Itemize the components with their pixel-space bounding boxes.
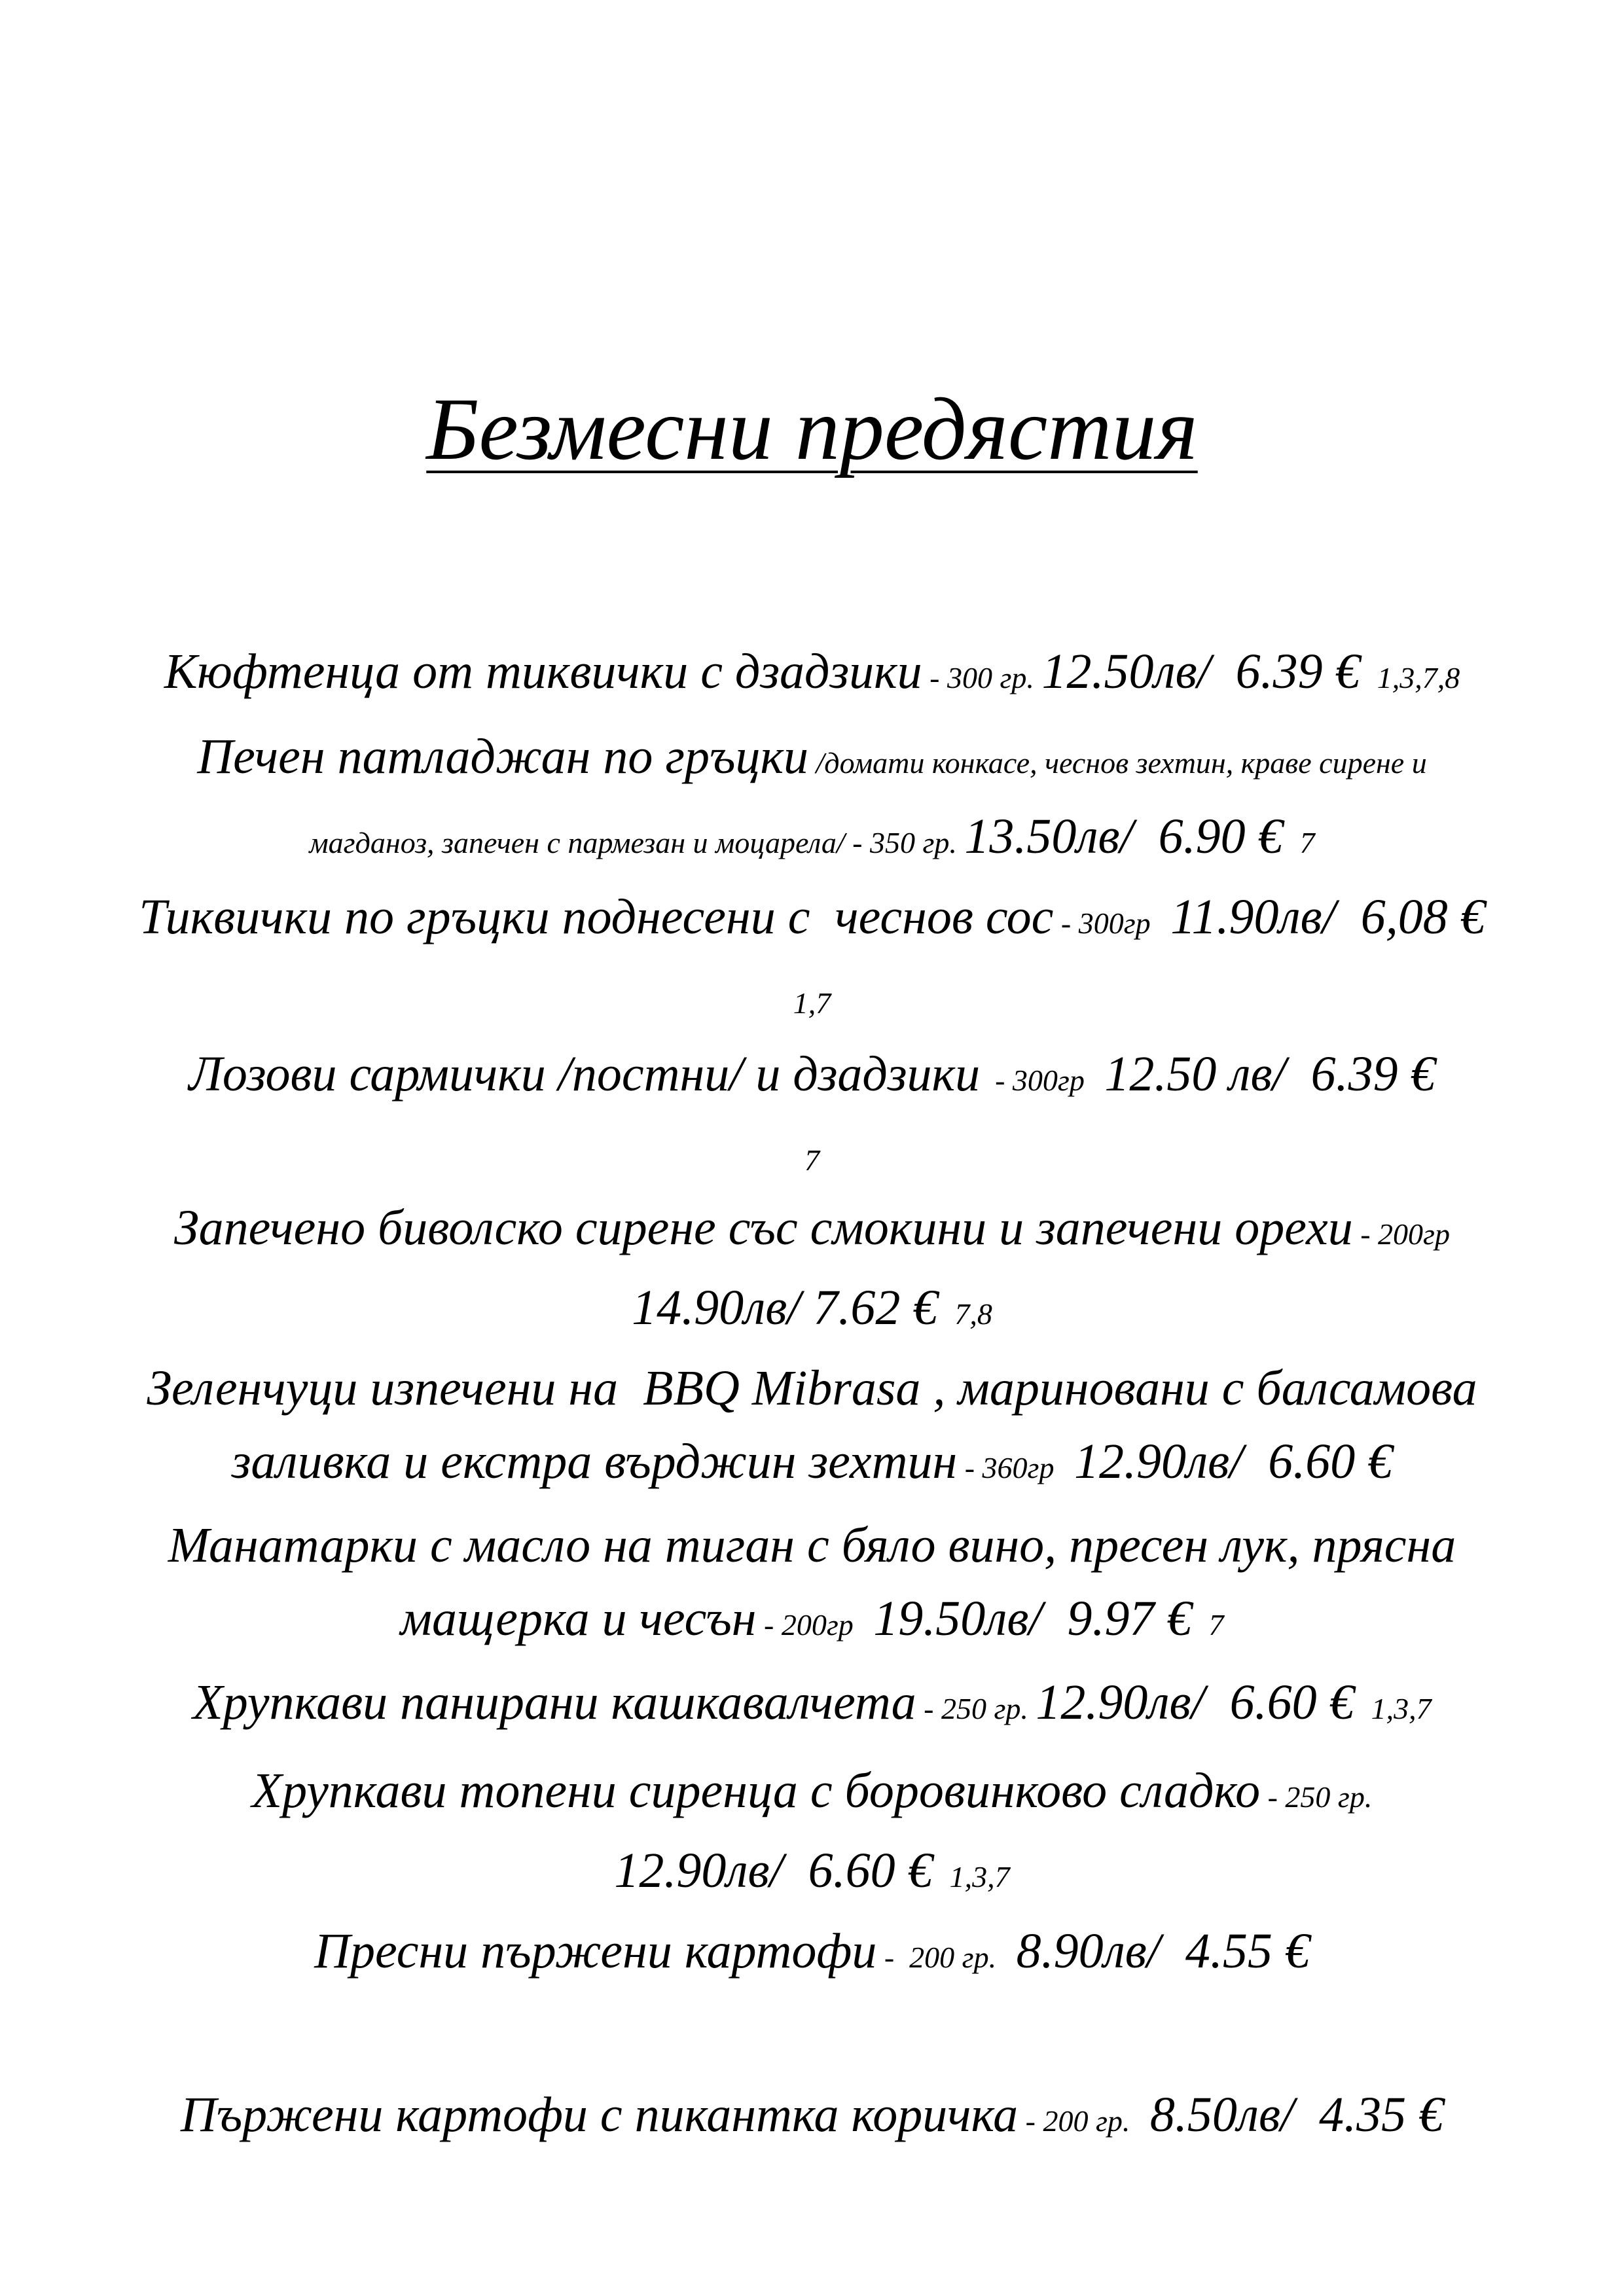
- menu-item-line: [52, 1117, 1572, 1197]
- page-title: Безмесни предястия: [426, 380, 1198, 478]
- menu-item-line: [52, 1914, 1572, 1994]
- item-price: 14.90лв/ 7.62 €: [632, 1280, 938, 1335]
- item-allergens: 7: [1208, 1608, 1224, 1641]
- item-price: 19.50лв/ 9.97 €: [861, 1591, 1192, 1646]
- item-price: 12.50лв/ 6.39 €: [1041, 644, 1360, 699]
- item-price: 12.90лв/ 6.60 €: [1036, 1675, 1354, 1730]
- item-allergens: 7,8: [954, 1297, 992, 1331]
- menu-item-line: [52, 635, 1572, 715]
- item-allergens: 7: [1299, 826, 1315, 859]
- item-price: 13.50лв/ 6.90 €: [964, 809, 1283, 864]
- item-name: Запечено биволско сирене със смокини и запечени орехи: [174, 1200, 1353, 1255]
- item-price: 8.90лв/ 4.55 €: [1003, 1924, 1310, 1979]
- item-description: магданоз, запечен с пармезан и моцарела/: [309, 826, 845, 859]
- menu-item-line: [52, 800, 1572, 880]
- menu-item: [52, 1037, 1572, 1197]
- menu-item-line: [52, 1271, 1572, 1351]
- menu-item-line: [52, 960, 1572, 1040]
- menu-item: [52, 880, 1572, 1040]
- item-allergens: 1,7: [793, 986, 831, 1020]
- item-name: Тиквички по гръцки поднесени с чеснов сос: [139, 889, 1054, 944]
- item-weight: - 200гр: [756, 1608, 861, 1641]
- menu-item-line: [52, 720, 1572, 800]
- item-weight: - 300гр: [1053, 906, 1159, 940]
- item-name: мащерка и чесън: [400, 1591, 757, 1646]
- menu-item: [52, 2078, 1572, 2158]
- item-name: Пържени картофи с пикантка коричка: [180, 2087, 1019, 2142]
- menu-item: [52, 1914, 1572, 1994]
- menu-item-line: [52, 1666, 1572, 1746]
- item-allergens: 7: [804, 1143, 820, 1177]
- item-price: 11.90лв/ 6,08 €: [1158, 889, 1485, 944]
- menu-item: [52, 1754, 1572, 1914]
- item-price: 12.90лв/ 6.60 €: [1061, 1434, 1393, 1489]
- item-allergens: 1,3,7: [949, 1860, 1010, 1893]
- item-description: /домати конкасе, чеснов зехтин, краве сирене и: [808, 746, 1427, 780]
- menu-item-line: [52, 1352, 1572, 1425]
- item-weight: - 250 гр.: [1260, 1780, 1373, 1814]
- item-price: 8.50лв/ 4.35 €: [1137, 2087, 1444, 2142]
- menu-item: [52, 635, 1572, 715]
- item-weight: - 200 гр.: [1018, 2104, 1138, 2138]
- menu-item-line: [52, 2078, 1572, 2158]
- menu-item-line: [52, 1582, 1572, 1662]
- menu-item-line: [52, 1037, 1572, 1117]
- item-name: Манатарки с масло на тиган с бяло вино, пресен лук, прясна: [168, 1518, 1456, 1573]
- menu-item: [52, 1352, 1572, 1505]
- item-name: Пресни пържени картофи: [314, 1924, 877, 1979]
- item-weight: - 200гр: [1352, 1217, 1450, 1251]
- menu-item: [52, 1666, 1572, 1746]
- item-name: заливка и екстра върджин зехтин: [231, 1434, 958, 1489]
- item-name: Лозови сармички /постни/ и дзадзики: [189, 1047, 981, 1102]
- item-weight: - 360гр: [957, 1451, 1062, 1484]
- item-weight: - 350 гр.: [844, 826, 965, 859]
- item-weight: - 300гр: [980, 1064, 1092, 1097]
- item-weight: - 300 гр.: [922, 661, 1042, 694]
- item-price: 12.90лв/ 6.60 €: [614, 1843, 933, 1898]
- item-name: Зеленчуци изпечени на BBQ Mibrasa , мариновани с балсамова: [147, 1361, 1477, 1416]
- menu-item-line: [52, 1754, 1572, 1834]
- menu-item-line: [52, 1191, 1572, 1271]
- item-name: Хрупкави панирани кашкавалчета: [192, 1675, 916, 1730]
- item-weight: - 250 гр.: [916, 1692, 1036, 1725]
- item-name: Хрупкави топени сиренца с боровинково сладко: [251, 1763, 1261, 1818]
- menu-item: [52, 720, 1572, 880]
- item-name: Печен патладжан по гръцки: [197, 729, 809, 784]
- menu-item-line: [52, 1425, 1572, 1505]
- menu-item-line: [52, 1834, 1572, 1914]
- item-weight: - 200 гр.: [876, 1941, 1004, 1974]
- menu-item-line: [52, 880, 1572, 960]
- item-name: Кюфтенца от тиквички с дзадзики: [164, 644, 922, 699]
- item-allergens: 1,3,7: [1371, 1692, 1432, 1725]
- item-price: 12.50 лв/ 6.39 €: [1092, 1047, 1435, 1102]
- menu-item-line: [52, 1509, 1572, 1582]
- menu-item: [52, 1509, 1572, 1662]
- menu-item: [52, 1191, 1572, 1351]
- item-allergens: 1,3,7,8: [1377, 661, 1460, 694]
